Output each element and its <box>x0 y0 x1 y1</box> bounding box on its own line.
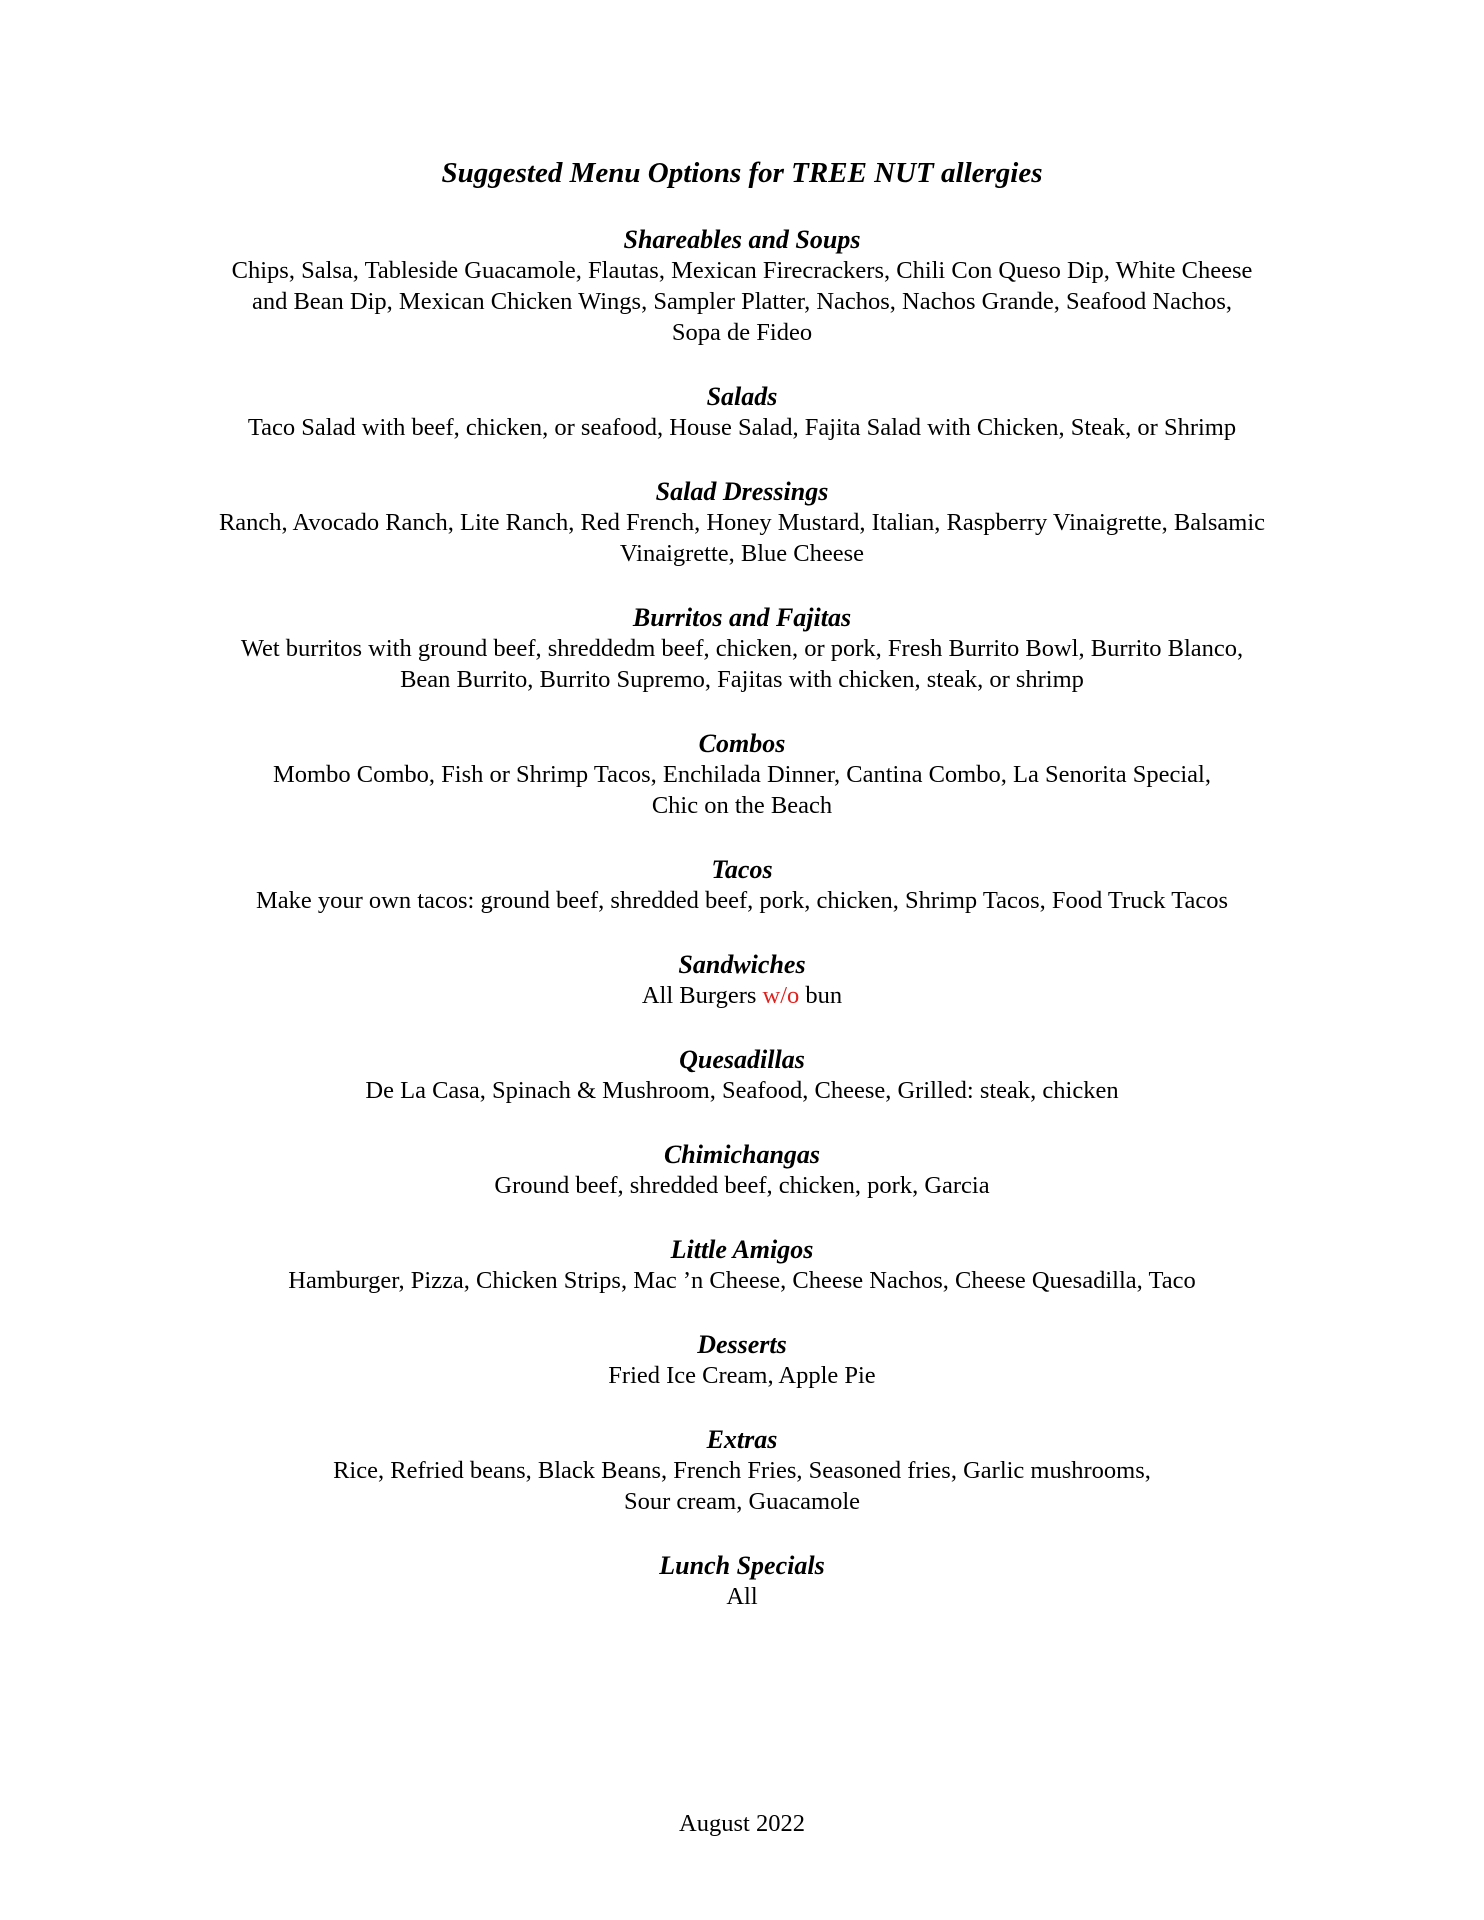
section-burritos-and-fajitas <box>0 602 1484 695</box>
menu-sections <box>0 224 1484 1645</box>
section-body <box>172 1170 1312 1201</box>
section-line: De La Casa, Spinach & Mushroom, Seafood, Cheese, Grilled: steak, chicken <box>365 1077 1119 1104</box>
section-line: Bean Burrito, Burrito Supremo, Fajitas with chicken, steak, or shrimp <box>400 666 1084 693</box>
section-line: Sopa de Fideo <box>671 319 813 346</box>
section-line: Wet burritos with ground beef, shreddedm beef, chicken, or pork, Fresh Burrito Bowl, Burrito Blanco, <box>240 635 1244 662</box>
section-line: Rice, Refried beans, Black Beans, French Fries, Seasoned fries, Garlic mushrooms, <box>333 1457 1151 1484</box>
section-heading: Salads <box>706 382 778 411</box>
section-body <box>172 1360 1312 1391</box>
section-heading: Combos <box>698 729 786 758</box>
section-line: All <box>726 1583 758 1610</box>
section-heading: Salad Dressings <box>655 477 829 506</box>
section-body <box>172 1455 1312 1517</box>
section-combos <box>0 728 1484 821</box>
section-tacos <box>0 854 1484 916</box>
section-salads <box>0 381 1484 443</box>
section-heading: Burritos and Fajitas <box>632 603 852 632</box>
section-line <box>172 980 1312 1011</box>
section-line: Fried Ice Cream, Apple Pie <box>608 1362 876 1389</box>
without-note: w/o <box>762 982 800 1009</box>
section-heading: Desserts <box>697 1330 787 1359</box>
section-shareables-and-soups <box>0 224 1484 348</box>
section-line: Mombo Combo, Fish or Shrimp Tacos, Enchilada Dinner, Cantina Combo, La Senorita Special, <box>273 761 1211 788</box>
section-line: Chips, Salsa, Tableside Guacamole, Flautas, Mexican Firecrackers, Chili Con Queso Dip, White Cheese <box>231 257 1253 284</box>
section-heading: Little Amigos <box>670 1235 814 1264</box>
footer-date: August 2022 <box>679 1810 805 1837</box>
section-line: Chic on the Beach <box>651 792 833 819</box>
section-little-amigos <box>0 1234 1484 1296</box>
section-body <box>172 507 1312 569</box>
section-heading: Sandwiches <box>678 950 806 979</box>
section-line: Hamburger, Pizza, Chicken Strips, Mac ’n Cheese, Cheese Nachos, Cheese Quesadilla, Taco <box>288 1267 1196 1294</box>
section-heading: Extras <box>706 1425 778 1454</box>
section-body <box>172 255 1312 348</box>
section-extras <box>0 1424 1484 1517</box>
section-body <box>172 759 1312 821</box>
section-lunch-specials <box>0 1550 1484 1612</box>
section-body <box>172 1581 1312 1612</box>
section-body <box>172 412 1312 443</box>
section-line: Ranch, Avocado Ranch, Lite Ranch, Red French, Honey Mustard, Italian, Raspberry Vinaigrette, Balsamic <box>218 509 1266 536</box>
section-line: and Bean Dip, Mexican Chicken Wings, Sampler Platter, Nachos, Nachos Grande, Seafood Nachos, <box>251 288 1233 315</box>
section-body <box>172 1075 1312 1106</box>
sandwich-text-after: bun <box>799 982 843 1009</box>
section-line: Taco Salad with beef, chicken, or seafood, House Salad, Fajita Salad with Chicken, Steak, or Shrimp <box>247 414 1237 441</box>
section-heading: Tacos <box>711 855 773 884</box>
section-body <box>172 885 1312 916</box>
section-body <box>172 633 1312 695</box>
section-line: Make your own tacos: ground beef, shredded beef, pork, chicken, Shrimp Tacos, Food Truck Tacos <box>255 887 1229 914</box>
section-salad-dressings <box>0 476 1484 569</box>
section-heading: Quesadillas <box>679 1045 805 1074</box>
section-heading: Chimichangas <box>663 1140 821 1169</box>
section-quesadillas <box>0 1044 1484 1106</box>
section-line: Sour cream, Guacamole <box>623 1488 861 1515</box>
document-title: Suggested Menu Options for TREE NUT allergies <box>441 157 1043 189</box>
sandwich-text-before: All Burgers <box>641 982 763 1009</box>
section-line: Ground beef, shredded beef, chicken, pork, Garcia <box>494 1172 990 1199</box>
section-line: Vinaigrette, Blue Cheese <box>619 540 865 567</box>
section-desserts <box>0 1329 1484 1391</box>
section-sandwiches <box>0 949 1484 1011</box>
section-body <box>172 980 1312 1011</box>
section-body <box>172 1265 1312 1296</box>
section-heading: Lunch Specials <box>659 1551 825 1580</box>
section-heading: Shareables and Soups <box>623 225 861 254</box>
section-chimichangas <box>0 1139 1484 1201</box>
